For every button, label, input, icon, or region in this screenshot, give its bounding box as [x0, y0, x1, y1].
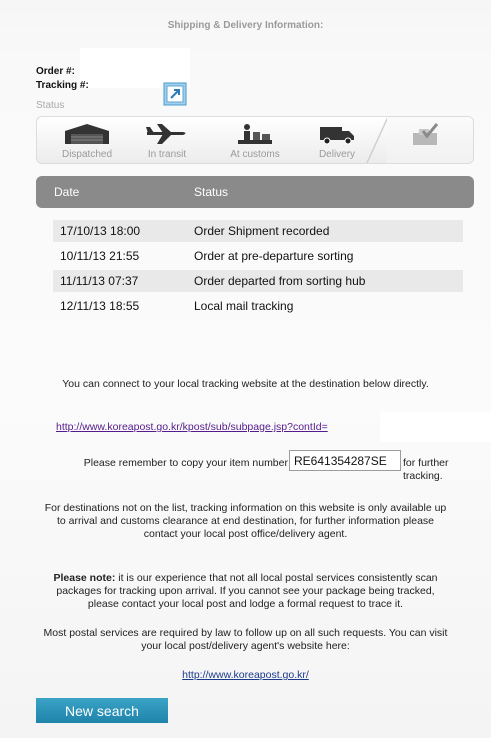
post-website-link[interactable]: http://www.koreapost.go.kr/ [182, 669, 309, 681]
row-date: 11/11/13 07:37 [60, 274, 139, 288]
step-divider [362, 117, 390, 164]
share-icon[interactable] [163, 82, 187, 106]
row-date: 10/11/13 21:55 [60, 249, 140, 263]
warehouse-icon [63, 123, 111, 145]
please-note-label: Please note: [53, 572, 116, 584]
redacted-area [380, 412, 491, 442]
tracking-link-line [56, 421, 386, 434]
row-status: Order at pre-departure sorting [194, 249, 354, 263]
status-caption: Status [36, 100, 65, 111]
date-column-header: Date [54, 185, 80, 199]
postal-law-text: Most postal services are required by law to follow up on all such requests. You can visit your local post/delivery agent's website here: [43, 627, 448, 652]
truck-icon [319, 123, 355, 145]
step-label: Delivery [318, 149, 356, 160]
step-in-transit [127, 117, 207, 164]
table-row [53, 270, 463, 292]
post-website-link-line [40, 669, 451, 682]
table-row [53, 245, 463, 267]
step-at-customs [215, 117, 295, 164]
airplane-icon [145, 123, 189, 145]
destinations-info-text: For destinations not on the list, tracking information on this website is only available up to arrival and customs clearance at end destination, for further information please contact your local post office/delivery agent. [44, 502, 447, 540]
page-title: Shipping & Delivery Information: [167, 20, 324, 31]
shipment-progress-tracker [36, 116, 474, 164]
row-status: Order departed from sorting hub [194, 274, 366, 288]
step-delivered [387, 117, 474, 164]
status-column-header: Status [194, 185, 229, 199]
local-tracking-link[interactable]: http://www.koreapost.go.kr/kpost/sub/subpage.jsp?contId= [56, 421, 328, 433]
tracking-table-header [36, 176, 474, 208]
step-dispatched [47, 117, 127, 164]
row-status: Local mail tracking [194, 299, 294, 313]
customs-icon [237, 123, 273, 145]
tracking-number-label: Tracking #: [36, 80, 89, 91]
row-status: Order Shipment recorded [194, 224, 330, 238]
new-search-button[interactable]: New search [36, 698, 168, 723]
row-date: 17/10/13 18:00 [60, 224, 141, 238]
order-number-label: Order #: [36, 66, 75, 77]
copy-item-suffix: for further tracking. [403, 457, 449, 482]
table-row [53, 220, 463, 242]
step-label: Dispatched [61, 149, 113, 160]
step-label: In transit [147, 149, 187, 160]
step-label: At customs [230, 149, 280, 160]
delivered-checkmark-icon [411, 123, 441, 147]
copy-item-prefix: Please remember to copy your item number [83, 457, 288, 469]
table-row [53, 295, 463, 317]
row-date: 12/11/13 18:55 [60, 299, 140, 313]
item-number-field[interactable] [289, 450, 401, 471]
connect-info-text: You can connect to your local tracking website at the destination below directly. [62, 378, 429, 390]
please-note-body: it is our experience that not all local postal services consistently scan packages for tracking upon arrival. If you cannot see your package being tracked, please contact your local post and lodge a formal request to trace it. [56, 572, 438, 610]
please-note-text [40, 572, 451, 611]
